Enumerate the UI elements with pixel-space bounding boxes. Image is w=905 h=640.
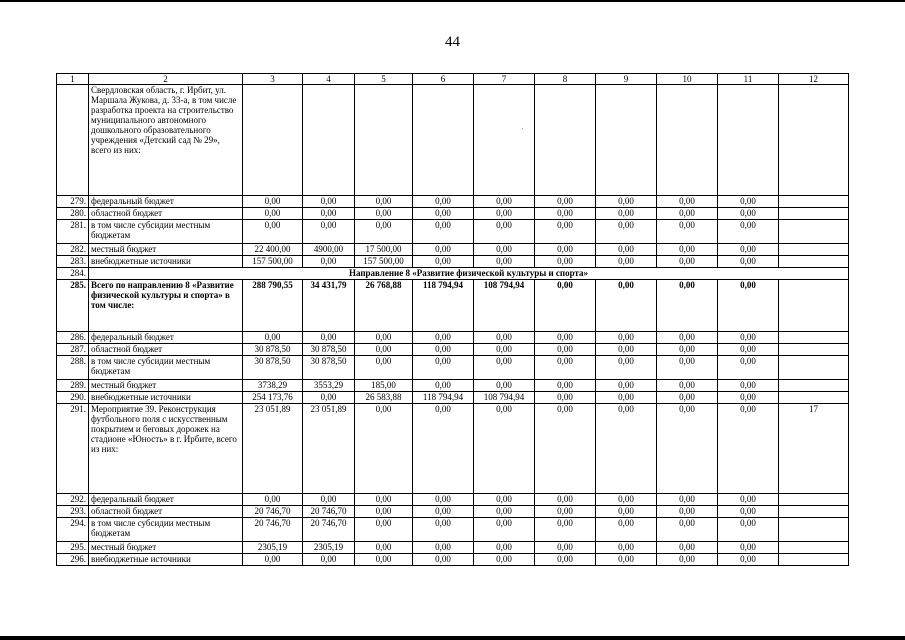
- header-cell: 12: [779, 74, 849, 85]
- value-cell: 30 878,50: [243, 344, 303, 356]
- value-cell: 0,00: [243, 196, 303, 208]
- value-cell: 0,00: [596, 554, 657, 566]
- table-row: [57, 344, 849, 356]
- value-cell: 0,00: [657, 380, 718, 392]
- value-cell: 3553,29: [303, 380, 355, 392]
- value-cell: 108 794,94: [474, 392, 535, 404]
- value-cell: 0,00: [596, 392, 657, 404]
- value-cell: 0,00: [413, 196, 474, 208]
- value-cell: 0,00: [718, 256, 779, 268]
- value-cell: 0,00: [596, 344, 657, 356]
- value-cell: 0,00: [657, 404, 718, 494]
- value-cell: 0,00: [596, 404, 657, 494]
- row-name: Всего по направлению 8 «Развитие физической культуры и спорта» в том числе:: [89, 280, 243, 332]
- row-name: внебюджетные источники: [89, 554, 243, 566]
- value-cell: 0,00: [474, 244, 535, 256]
- value-cell: 0,00: [657, 506, 718, 518]
- value-cell: 0,00: [243, 554, 303, 566]
- value-cell: 0,00: [718, 380, 779, 392]
- value-cell: 0,00: [718, 404, 779, 494]
- value-cell: 0,00: [596, 494, 657, 506]
- header-cell: 2: [89, 74, 243, 85]
- value-cell: 30 878,50: [243, 356, 303, 380]
- value-cell: 0,00: [474, 494, 535, 506]
- value-cell: 23 051,89: [243, 404, 303, 494]
- header-cell: 1: [57, 74, 89, 85]
- value-cell: [535, 85, 596, 196]
- value-cell: 0,00: [303, 256, 355, 268]
- value-cell: 0,00: [657, 356, 718, 380]
- reference-cell: [779, 244, 849, 256]
- value-cell: 0,00: [474, 220, 535, 244]
- header-row: [57, 74, 849, 85]
- table-row: [57, 380, 849, 392]
- row-number: 284.: [57, 268, 89, 280]
- value-cell: 0,00: [718, 244, 779, 256]
- value-cell: 288 790,55: [243, 280, 303, 332]
- value-cell: 0,00: [355, 554, 413, 566]
- value-cell: 0,00: [718, 518, 779, 542]
- value-cell: [474, 85, 535, 196]
- value-cell: 0,00: [413, 344, 474, 356]
- value-cell: 0,00: [474, 380, 535, 392]
- value-cell: 0,00: [535, 506, 596, 518]
- table-row: [57, 268, 849, 280]
- reference-cell: [779, 85, 849, 196]
- value-cell: 0,00: [718, 494, 779, 506]
- value-cell: 0,00: [474, 542, 535, 554]
- value-cell: 0,00: [657, 518, 718, 542]
- value-cell: 118 794,94: [413, 392, 474, 404]
- value-cell: 0,00: [355, 506, 413, 518]
- row-number: 289.: [57, 380, 89, 392]
- value-cell: 0,00: [413, 380, 474, 392]
- row-number: 285.: [57, 280, 89, 332]
- row-number: 296.: [57, 554, 89, 566]
- value-cell: 4900,00: [303, 244, 355, 256]
- value-cell: 157 500,00: [243, 256, 303, 268]
- value-cell: 0,00: [535, 256, 596, 268]
- value-cell: 0,00: [718, 332, 779, 344]
- value-cell: 0,00: [413, 208, 474, 220]
- row-name: Свердловская область, г. Ирбит, ул. Маршала Жукова, д. 33-а, в том числе разработка проекта на строительство муниципального автономного дошкольного образовательного учреждения «Детский сад № 29», всего из них:: [89, 85, 243, 196]
- reference-cell: [779, 220, 849, 244]
- header-cell: 8: [535, 74, 596, 85]
- section-heading: Направление 8 «Развитие физической культуры и спорта»: [89, 268, 849, 280]
- value-cell: 0,00: [718, 344, 779, 356]
- value-cell: 0,00: [243, 220, 303, 244]
- value-cell: 0,00: [535, 220, 596, 244]
- value-cell: 20 746,70: [303, 506, 355, 518]
- value-cell: [243, 85, 303, 196]
- row-name: федеральный бюджет: [89, 494, 243, 506]
- value-cell: 0,00: [474, 506, 535, 518]
- value-cell: [718, 85, 779, 196]
- value-cell: 0,00: [355, 542, 413, 554]
- value-cell: 0,00: [303, 220, 355, 244]
- value-cell: 0,00: [474, 356, 535, 380]
- reference-cell: 17: [779, 404, 849, 494]
- value-cell: 0,00: [474, 208, 535, 220]
- value-cell: 0,00: [413, 332, 474, 344]
- value-cell: 0,00: [413, 506, 474, 518]
- value-cell: 0,00: [413, 404, 474, 494]
- reference-cell: [779, 196, 849, 208]
- row-name: областной бюджет: [89, 506, 243, 518]
- value-cell: 0,00: [596, 380, 657, 392]
- table-row: [57, 220, 849, 244]
- value-cell: 0,00: [596, 220, 657, 244]
- value-cell: 0,00: [474, 404, 535, 494]
- table-row: [57, 518, 849, 542]
- reference-cell: [779, 506, 849, 518]
- value-cell: 0,00: [355, 356, 413, 380]
- value-cell: 17 500,00: [355, 244, 413, 256]
- row-number: 280.: [57, 208, 89, 220]
- value-cell: 0,00: [303, 196, 355, 208]
- row-number: 282.: [57, 244, 89, 256]
- row-name: местный бюджет: [89, 244, 243, 256]
- value-cell: 0,00: [303, 208, 355, 220]
- value-cell: 0,00: [657, 392, 718, 404]
- row-number: 286.: [57, 332, 89, 344]
- table-row: [57, 356, 849, 380]
- table-row: [57, 280, 849, 332]
- value-cell: 0,00: [243, 494, 303, 506]
- value-cell: 0,00: [535, 196, 596, 208]
- row-name: федеральный бюджет: [89, 332, 243, 344]
- value-cell: 0,00: [596, 506, 657, 518]
- reference-cell: [779, 344, 849, 356]
- table-row: [57, 85, 849, 196]
- reference-cell: [779, 208, 849, 220]
- header-cell: 7: [474, 74, 535, 85]
- value-cell: 0,00: [413, 244, 474, 256]
- value-cell: 0,00: [413, 256, 474, 268]
- value-cell: 0,00: [535, 392, 596, 404]
- reference-cell: [779, 542, 849, 554]
- value-cell: 3738,29: [243, 380, 303, 392]
- value-cell: [355, 85, 413, 196]
- value-cell: 0,00: [657, 220, 718, 244]
- value-cell: 0,00: [718, 506, 779, 518]
- header-cell: 4: [303, 74, 355, 85]
- value-cell: 0,00: [474, 196, 535, 208]
- scan-bottom-edge: [0, 636, 905, 640]
- value-cell: 30 878,50: [303, 356, 355, 380]
- value-cell: 0,00: [413, 356, 474, 380]
- table-row: [57, 208, 849, 220]
- value-cell: 0,00: [535, 542, 596, 554]
- value-cell: 0,00: [596, 332, 657, 344]
- value-cell: 0,00: [535, 494, 596, 506]
- value-cell: 0,00: [535, 344, 596, 356]
- value-cell: 0,00: [355, 196, 413, 208]
- table-row: [57, 542, 849, 554]
- reference-cell: [779, 554, 849, 566]
- row-number: 290.: [57, 392, 89, 404]
- value-cell: 34 431,79: [303, 280, 355, 332]
- value-cell: 0,00: [657, 494, 718, 506]
- reference-cell: [779, 380, 849, 392]
- table-row: [57, 554, 849, 566]
- reference-cell: [779, 356, 849, 380]
- value-cell: 0,00: [718, 356, 779, 380]
- value-cell: 0,00: [413, 518, 474, 542]
- value-cell: 0,00: [413, 542, 474, 554]
- row-name: в том числе субсидии местным бюджетам: [89, 356, 243, 380]
- table-row: [57, 494, 849, 506]
- row-number: 294.: [57, 518, 89, 542]
- value-cell: 0,00: [718, 208, 779, 220]
- value-cell: 0,00: [413, 494, 474, 506]
- value-cell: 0,00: [657, 244, 718, 256]
- value-cell: 0,00: [596, 196, 657, 208]
- value-cell: 30 878,50: [303, 344, 355, 356]
- value-cell: 0,00: [657, 554, 718, 566]
- value-cell: 0,00: [413, 220, 474, 244]
- value-cell: 0,00: [355, 518, 413, 542]
- row-number: 292.: [57, 494, 89, 506]
- table-row: [57, 196, 849, 208]
- value-cell: 0,00: [718, 220, 779, 244]
- row-number: 293.: [57, 506, 89, 518]
- value-cell: 118 794,94: [413, 280, 474, 332]
- value-cell: 0,00: [355, 404, 413, 494]
- table-body: [57, 74, 849, 566]
- value-cell: 0,00: [243, 208, 303, 220]
- row-number: 281.: [57, 220, 89, 244]
- header-cell: 10: [657, 74, 718, 85]
- value-cell: 0,00: [596, 244, 657, 256]
- budget-table: [56, 73, 849, 566]
- reference-cell: [779, 280, 849, 332]
- value-cell: 23 051,89: [303, 404, 355, 494]
- table-row: [57, 506, 849, 518]
- value-cell: 254 173,76: [243, 392, 303, 404]
- value-cell: 0,00: [657, 256, 718, 268]
- row-name: местный бюджет: [89, 380, 243, 392]
- row-name: внебюджетные источники: [89, 256, 243, 268]
- header-cell: 11: [718, 74, 779, 85]
- row-name: внебюджетные источники: [89, 392, 243, 404]
- value-cell: 0,00: [657, 196, 718, 208]
- value-cell: 0,00: [355, 332, 413, 344]
- value-cell: 0,00: [718, 280, 779, 332]
- value-cell: 0,00: [657, 344, 718, 356]
- value-cell: [413, 85, 474, 196]
- value-cell: 0,00: [596, 280, 657, 332]
- row-number: [57, 85, 89, 196]
- row-number: 287.: [57, 344, 89, 356]
- value-cell: 0,00: [474, 332, 535, 344]
- scan-top-edge: [0, 0, 905, 2]
- value-cell: 0,00: [303, 494, 355, 506]
- value-cell: 0,00: [596, 208, 657, 220]
- value-cell: 0,00: [596, 542, 657, 554]
- reference-cell: [779, 518, 849, 542]
- value-cell: 0,00: [535, 244, 596, 256]
- header-cell: 6: [413, 74, 474, 85]
- value-cell: [596, 85, 657, 196]
- page-number: 44: [445, 34, 460, 50]
- value-cell: 22 400,00: [243, 244, 303, 256]
- row-number: 288.: [57, 356, 89, 380]
- value-cell: [657, 85, 718, 196]
- value-cell: 0,00: [413, 554, 474, 566]
- value-cell: 0,00: [535, 208, 596, 220]
- row-name: в том числе субсидии местным бюджетам: [89, 220, 243, 244]
- value-cell: 0,00: [535, 280, 596, 332]
- value-cell: 0,00: [718, 392, 779, 404]
- table-row: [57, 392, 849, 404]
- row-name: Мероприятие 39. Реконструкция футбольного поля с искусственным покрытием и беговых дорожек на стадионе «Юность» в г. Ирбите, всего из них:: [89, 404, 243, 494]
- value-cell: 20 746,70: [303, 518, 355, 542]
- row-name: местный бюджет: [89, 542, 243, 554]
- value-cell: 0,00: [355, 208, 413, 220]
- value-cell: 20 746,70: [243, 506, 303, 518]
- row-name: в том числе субсидии местным бюджетам: [89, 518, 243, 542]
- value-cell: 0,00: [303, 554, 355, 566]
- header-cell: 5: [355, 74, 413, 85]
- value-cell: 0,00: [535, 332, 596, 344]
- value-cell: 20 746,70: [243, 518, 303, 542]
- value-cell: 0,00: [535, 404, 596, 494]
- value-cell: 157 500,00: [355, 256, 413, 268]
- reference-cell: [779, 332, 849, 344]
- header-cell: 9: [596, 74, 657, 85]
- value-cell: 0,00: [474, 518, 535, 542]
- value-cell: 26 583,88: [355, 392, 413, 404]
- value-cell: 0,00: [535, 554, 596, 566]
- value-cell: 0,00: [718, 196, 779, 208]
- row-number: 279.: [57, 196, 89, 208]
- reference-cell: [779, 256, 849, 268]
- value-cell: 0,00: [474, 256, 535, 268]
- value-cell: 0,00: [535, 380, 596, 392]
- header-cell: 3: [243, 74, 303, 85]
- value-cell: 0,00: [657, 332, 718, 344]
- value-cell: 2305,19: [303, 542, 355, 554]
- row-name: областной бюджет: [89, 344, 243, 356]
- value-cell: 0,00: [657, 280, 718, 332]
- table-row: [57, 244, 849, 256]
- value-cell: 0,00: [243, 332, 303, 344]
- value-cell: 0,00: [355, 344, 413, 356]
- value-cell: 0,00: [303, 332, 355, 344]
- value-cell: 185,00: [355, 380, 413, 392]
- scan-mark: ˊ: [521, 127, 524, 136]
- reference-cell: [779, 392, 849, 404]
- row-name: областной бюджет: [89, 208, 243, 220]
- value-cell: 0,00: [596, 256, 657, 268]
- value-cell: 0,00: [596, 356, 657, 380]
- row-name: федеральный бюджет: [89, 196, 243, 208]
- value-cell: 0,00: [474, 344, 535, 356]
- value-cell: 0,00: [718, 554, 779, 566]
- row-number: 283.: [57, 256, 89, 268]
- table-row: [57, 332, 849, 344]
- value-cell: 0,00: [303, 392, 355, 404]
- value-cell: 0,00: [657, 208, 718, 220]
- row-number: 295.: [57, 542, 89, 554]
- value-cell: 0,00: [657, 542, 718, 554]
- value-cell: 0,00: [718, 542, 779, 554]
- value-cell: 2305,19: [243, 542, 303, 554]
- value-cell: 0,00: [355, 220, 413, 244]
- value-cell: 108 794,94: [474, 280, 535, 332]
- table-row: [57, 256, 849, 268]
- table-row: [57, 404, 849, 494]
- value-cell: 0,00: [474, 554, 535, 566]
- value-cell: 0,00: [535, 356, 596, 380]
- value-cell: 0,00: [535, 518, 596, 542]
- value-cell: 0,00: [596, 518, 657, 542]
- row-number: 291.: [57, 404, 89, 494]
- value-cell: 26 768,88: [355, 280, 413, 332]
- value-cell: 0,00: [355, 494, 413, 506]
- value-cell: [303, 85, 355, 196]
- reference-cell: [779, 494, 849, 506]
